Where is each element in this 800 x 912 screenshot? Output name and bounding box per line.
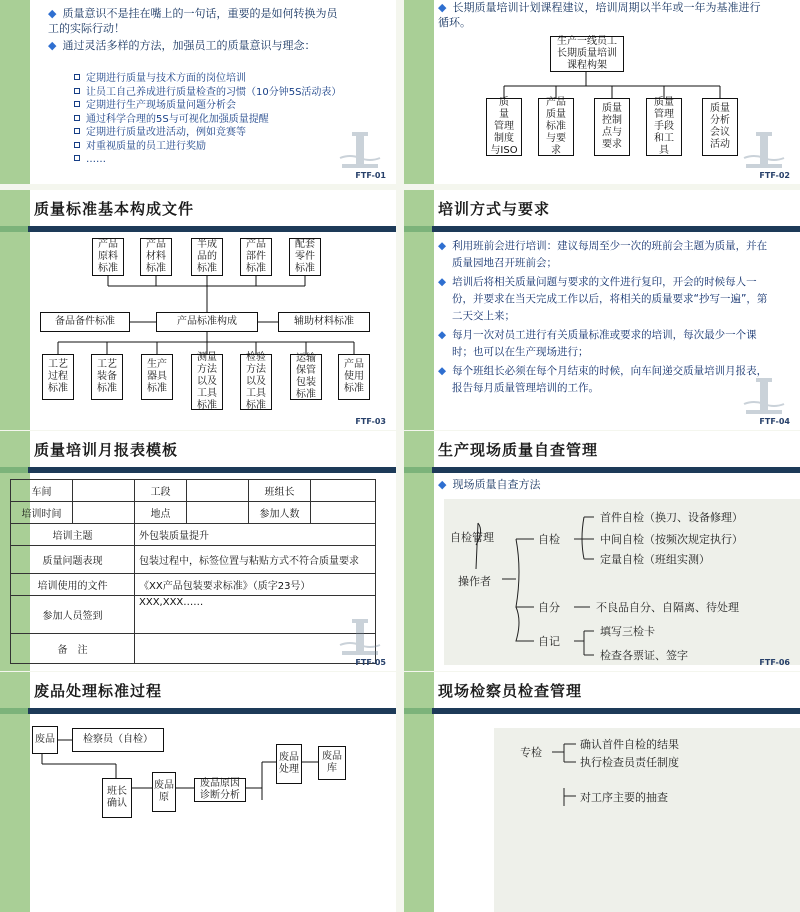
slide-panel [434,0,800,184]
process-box: 废品库 [318,746,346,780]
page-number: FTF-05 [355,658,386,667]
standard-box: 产品 原料 标准 [92,238,124,276]
bullet-item: ◆ 每月一次对员工进行有关质量标准或要求的培训，每次最少一个课时；也可以在生产现场进行； [438,329,757,358]
process-box: 班长 确认 [102,778,132,818]
slide-sidebar [404,0,434,184]
standard-box: 产品 使用 标准 [338,354,370,400]
lighthouse-logo-icon [742,130,786,170]
bullet-item: ◆ 现场质量自查方法 [438,478,541,491]
slide-monthly-report [0,431,396,671]
standard-box: 工艺 过程 标准 [42,354,74,400]
table-cell [187,502,249,524]
page-number: FTF-06 [759,658,790,667]
framework-child-box: 质 量 管理 制度 与ISO [486,98,522,156]
standard-box-left: 备品备件标准 [40,312,130,332]
slide-inspector-management [404,672,800,912]
process-box: 废品 处理 [276,744,302,784]
table-row [11,502,376,524]
standard-box: 产品 材料 标准 [140,238,172,276]
slide-panel [30,0,396,184]
handwritten-label: 专检 [520,746,542,759]
table-cell: 外包装质量提升 [135,524,376,546]
table-cell: XXX,XXX…… [135,596,376,634]
sub-item: 对重视质量的员工进行奖励 [74,140,364,154]
standard-box-right: 辅助材料标准 [278,312,370,332]
handwritten-label: 对工序主要的抽查 [580,791,668,804]
table-cell: 车间 [11,480,73,502]
framework-root-box: 生产一线员工 长期质量培训 课程构架 [550,36,624,72]
page-number: FTF-02 [759,171,790,180]
title-underline [404,226,800,232]
bullet-item: ◆ 长期质量培训计划课程建议，培训周期以半年或一年为基准进行循环。 [438,1,761,29]
lighthouse-logo-icon [338,130,382,170]
bullet-list [438,238,768,397]
slide-training-methods [404,190,800,430]
page-number: FTF-01 [355,171,386,180]
sub-item: 定期进行质量改进活动，例如竞赛等 [74,126,364,140]
table-row [11,524,376,546]
table-cell [73,480,135,502]
report-table [10,479,376,664]
page-number: FTF-03 [355,417,386,426]
handwritten-label: 不良品自分、自隔离、待处理 [596,601,739,614]
table-row [11,596,376,634]
standard-box-center: 产品标准构成 [156,312,258,332]
standard-box: 产品 部件 标准 [240,238,272,276]
bullet-item: ◆ 质量意识不是挂在嘴上的一句话，重要的是如何转换为员工的实际行动！ [48,7,338,35]
framework-child-box: 质量 分析 会议 活动 [702,98,738,156]
handwritten-label: 自检管理 [450,531,494,544]
slide-title: 质量培训月报表模板 [34,441,179,459]
handwritten-label: 操作者 [458,575,491,588]
handwritten-label: 检查各票证、签字 [600,649,688,662]
sub-item: 通过科学合理的5S与可视化加强质量提醒 [74,113,364,127]
standard-box: 工艺 装备 标准 [91,354,123,400]
slide-sidebar [0,0,30,184]
table-cell: 包装过程中，标签位置与粘贴方式不符合质量要求 [135,546,376,574]
table-row [11,574,376,596]
lighthouse-logo-icon [742,376,786,416]
handwritten-label: 中间自检（按频次规定执行） [600,533,743,546]
sub-item: 定期进行质量与技术方面的岗位培训 [74,72,364,86]
bullet-item: ◆ 利用班前会进行培训：建议每周至少一次的班前会主题为质量，并在质量园地召开班前会； [438,240,768,269]
sub-item: 定期进行生产现场质量问题分析会 [74,99,364,113]
slide-quality-awareness [0,0,396,184]
table-cell: 工段 [135,480,187,502]
bullet-text: 质量意识不是挂在嘴上的一句话，重要的是如何转换为员工的实际行动！ [48,7,338,35]
table-cell [311,502,376,524]
standard-box: 配套 零件 标准 [289,238,321,276]
table-cell: 参加人数 [249,502,311,524]
standard-box: 生产 器具 标准 [141,354,173,400]
table-cell: 备 注 [11,634,135,664]
bullet-item: ◆ 每个班组长必须在每个月结束的时候，向车间递交质量培训月报表，报告每月质量管理培训的工作。 [438,365,768,394]
handwritten-label: 自记 [538,635,560,648]
process-box: 废品原因 诊断分析 [194,778,246,802]
table-cell [187,480,249,502]
slide-training-framework [404,0,800,184]
table-cell: 培训主题 [11,524,135,546]
table-cell: 培训使用的文件 [11,574,135,596]
handwritten-label: 确认首件自检的结果 [580,738,679,751]
slide-title: 质量标准基本构成文件 [34,200,195,218]
slide-title: 生产现场质量自查管理 [438,441,599,459]
table-cell: 参加人员签到 [11,596,135,634]
handwritten-label: 执行检查员责任制度 [580,756,679,769]
standard-box: 运输 保管 包装 标准 [290,354,322,400]
bullet-text: 通过灵活多样的方法，加强员工的质量意识与理念： [62,39,316,52]
bullet-item: ◆ 培训后将相关质量问题与要求的文件进行复印，开会的时候每人一份，并要求在当天完成工作以后，将相关的质量要求“抄写一遍”，第二天交上来； [438,276,768,322]
process-box: 废品 [32,726,58,754]
framework-child-box: 产品 质量 标准 与要 求 [538,98,574,156]
handwritten-label: 自分 [538,601,560,614]
table-cell [73,502,135,524]
page-number: FTF-04 [759,417,790,426]
sub-item: 让员工自己养成进行质量检查的习惯（10分钟5S活动表） [74,86,364,100]
handwritten-label: 首件自检（换刀、设备修理） [600,511,743,524]
framework-child-box: 质量 控制 点与 要求 [594,98,630,156]
sub-item: …… [74,153,364,167]
table-cell: 地点 [135,502,187,524]
table-row [11,634,376,664]
table-cell: 班组长 [249,480,311,502]
standard-box: 检验 方法 以及 工具 标准 [240,354,272,410]
table-cell: 质量问题表现 [11,546,135,574]
table-row [11,546,376,574]
slide-quality-standards [0,190,396,430]
sub-list [74,72,364,167]
framework-child-box: 质量 管理 手段 和工 具 [646,98,682,156]
slide-title: 废品处理标准过程 [34,682,163,700]
process-box: 检察员（自检） [72,728,164,752]
slide-title: 培训方式与要求 [438,200,551,218]
slide-scrap-process [0,672,396,912]
slide-title: 现场检察员检查管理 [438,682,583,700]
table-cell: 培训时间 [11,502,73,524]
process-box: 废品 原 [152,772,176,812]
handwritten-label: 填写三检卡 [600,625,655,638]
table-row [11,480,376,502]
bullet-text: 长期质量培训计划课程建议，培训周期以半年或一年为基准进行循环。 [438,1,761,29]
bullet-item: ◆ 通过灵活多样的方法，加强员工的质量意识与理念： [48,39,316,52]
handwritten-label: 定量自检（班组实测） [600,553,710,566]
lighthouse-logo-icon [338,617,382,657]
standard-box: 半成 品的 标准 [191,238,223,276]
title-underline [0,467,396,473]
slide-self-check [404,431,800,671]
table-cell [311,480,376,502]
table-cell: 《XX产品包装要求标准》（质字23号） [135,574,376,596]
handwritten-label: 自检 [538,533,560,546]
standard-box: 测量 方法 以及 工具 标准 [191,354,223,410]
